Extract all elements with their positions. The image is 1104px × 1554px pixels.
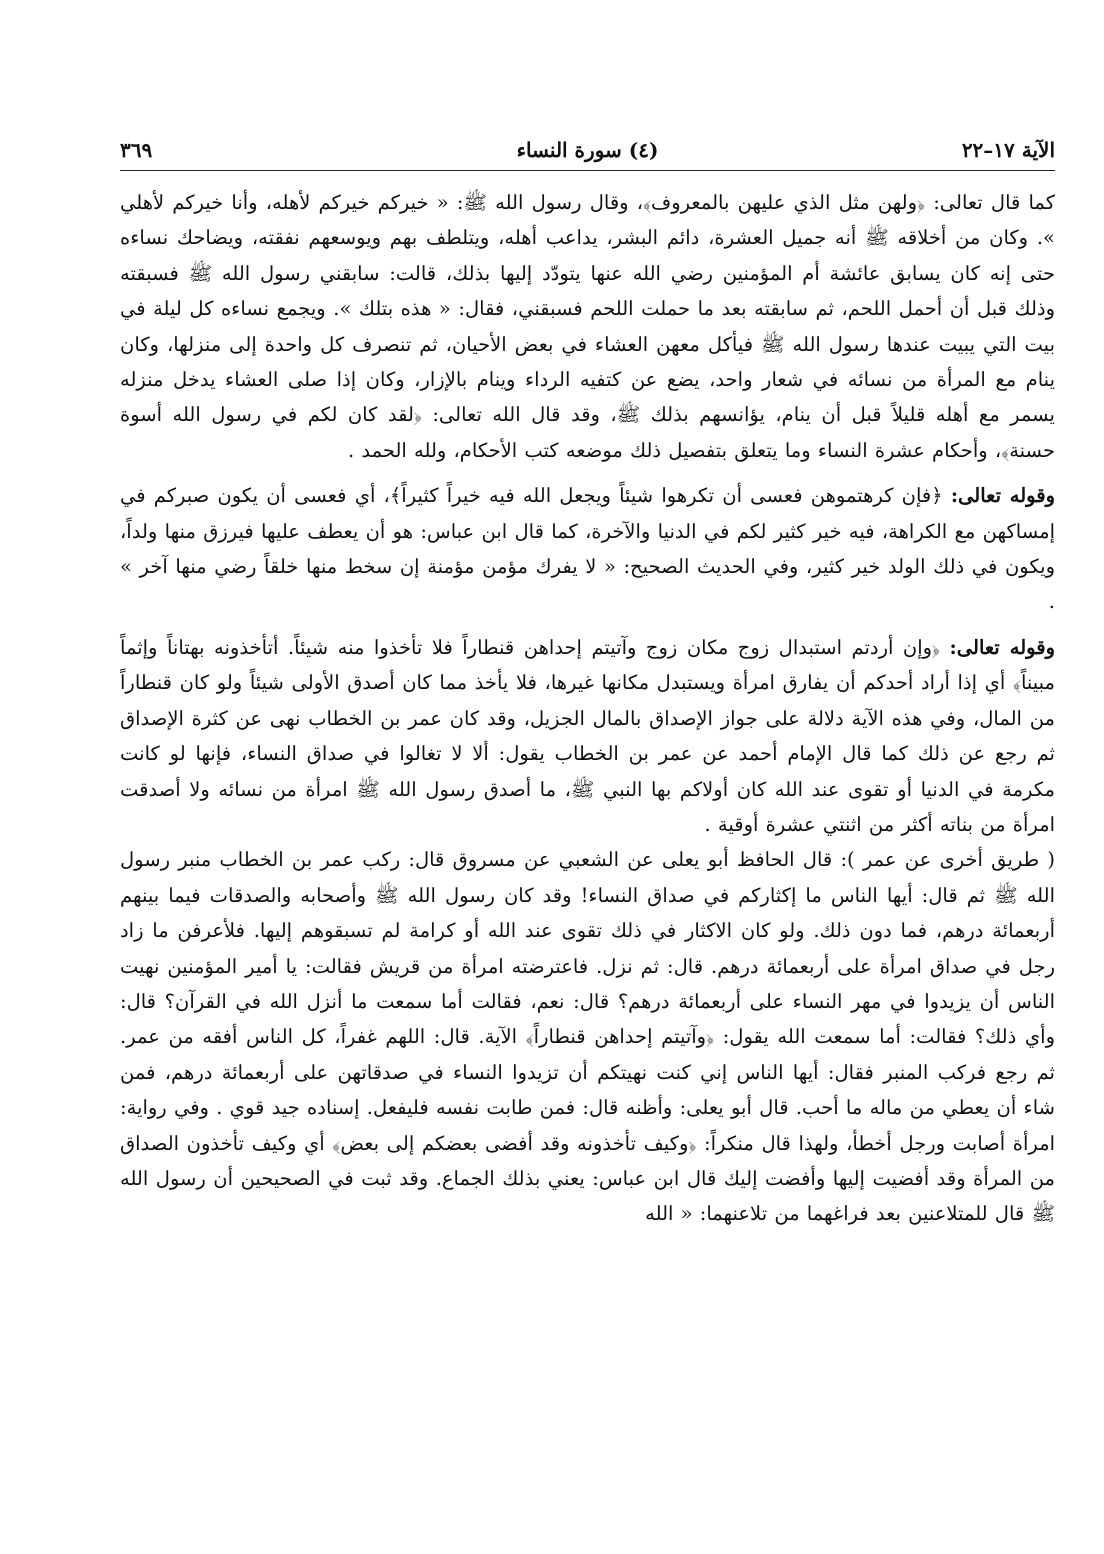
- paragraph-1: [120, 185, 1055, 468]
- paragraph-2-lead: وقوله تعالى:: [950, 484, 1055, 508]
- paragraph-2: [120, 478, 1055, 620]
- page-header: [120, 130, 1055, 171]
- paragraph-3-text: ﴿وإن أردتم استبدال زوج مكان زوج وآتيتم إحداهن قنطاراً فلا تأخذوا منه شيئاً. أتأخذونه بهتاناً وإثماً مبيناً﴾ أي إذا أراد أحدكم أن يفارق امرأة ويستبدل مكانها غيرها، فلا يأخذ مما كان أصدق الأولى شيئاً ولو كان قنطاراً من المال، وفي هذه الآية دلالة على جواز الإصداق بالمال الجزيل، وقد كان عمر بن الخطاب نهى عن كثرة الإصداق ثم رجع عن ذلك كما قال الإمام أحمد عن عمر بن الخطاب يقول: ألا لا تغالوا في صداق النساء، فإنها لو كانت مكرمة في الدنيا أو تقوى عند الله كان أولاكم بها النبي ﷺ، ما أصدق رسول الله ﷺ امرأة من نسائه ولا أصدقت امرأة من بناته أكثر من اثنتي عشرة أوقية .: [120, 635, 1055, 836]
- page-number: ٣٦٩: [120, 138, 153, 162]
- verse-range: الآية ١٧–٢٢: [961, 138, 1055, 162]
- book-page: [120, 130, 1055, 1232]
- paragraph-3-lead: وقوله تعالى:: [949, 635, 1055, 659]
- paragraph-4: [120, 842, 1055, 1231]
- surah-title: (٤) سورة النساء: [516, 138, 659, 162]
- paragraph-1-text: كما قال تعالى: ﴿ولهن مثل الذي عليهن بالمعروف﴾، وقال رسول الله ﷺ: « خيركم خيركم لأهله، وأنا خيركم لأهلي ». وكان من أخلاقه ﷺ أنه جميل العشرة، دائم البشر، يداعب أهله، ويتلطف بهم ويوسعهم نفقته، ويضاحك نساءه حتى إنه كان يسابق عائشة أم المؤمنين رضي الله عنها يتودّد إليها بذلك، قالت: سابقني رسول الله ﷺ فسبقته وذلك قبل أن أحمل اللحم، ثم سابقته بعد ما حملت اللحم فسبقني، فقال: « هذه بتلك ». ويجمع نساءه كل ليلة في بيت التي يبيت عندها رسول الله ﷺ فيأكل معهن العشاء في بعض الأحيان، ثم تنصرف كل واحدة إلى منزلها، وكان ينام مع المرأة من نسائه في شعار واحد، يضع عن كتفيه الرداء وينام بالإزار، وكان إذا صلى العشاء يدخل منزله يسمر مع أهله قليلاً قبل أن ينام، يؤانسهم بذلك ﷺ، وقد قال الله تعالى: ﴿لقد كان لكم في رسول الله أسوة حسنة﴾، وأحكام عشرة النساء وما يتعلق بتفصيل ذلك موضعه كتب الأحكام، ولله الحمد .: [120, 191, 1055, 462]
- page-body: [120, 185, 1055, 1232]
- paragraph-4-text: ( طريق أخرى عن عمر ): قال الحافظ أبو يعلى عن الشعبي عن مسروق قال: ركب عمر بن الخطاب منبر رسول الله ﷺ ثم قال: أيها الناس ما إكثاركم في صداق النساء! وقد كان رسول الله ﷺ وأصحابه والصدقات فيما بينهم أربعمائة درهم، فما دون ذلك. ولو كان الاكثار في ذلك تقوى عند الله أو كرامة لم تسبقوهم إليها. فلأعرفن ما زاد رجل في صداق امرأة على أربعمائة درهم. قال: ثم نزل. فاعترضته امرأة من قريش فقالت: يا أمير المؤمنين نهيت الناس أن يزيدوا في مهر النساء على أربعمائة درهم؟ قال: نعم، فقالت أما سمعت ما أنزل الله في القرآن؟ قال: وأي ذلك؟ فقالت: أما سمعت الله يقول: ﴿وآتيتم إحداهن قنطاراً﴾ الآية. قال: اللهم غفراً، كل الناس أفقه من عمر. ثم رجع فركب المنبر فقال: أيها الناس إني كنت نهيتكم أن تزيدوا النساء في صدقاتهن على أربعمائة درهم، فمن شاء أن يعطي من ماله ما أحب. قال أبو يعلى: وأظنه قال: فمن طابت نفسه فليفعل. إسناده جيد قوي . وفي رواية: امرأة أصابت ورجل أخطأ، ولهذا قال منكراً: ﴿وكيف تأخذونه وقد أفضى بعضكم إلى بعض﴾ أي وكيف تأخذون الصداق من المرأة وقد أفضيت إليها وأفضت إليك قال ابن عباس: يعني بذلك الجماع. وقد ثبت في الصحيحين أن رسول الله ﷺ قال للمتلاعنين بعد فراغهما من تلاعنهما: « الله: [120, 848, 1055, 1226]
- paragraph-3: [120, 630, 1055, 842]
- paragraph-2-text: ﴿فإن كرهتموهن فعسى أن تكرهوا شيئاً ويجعل الله فيه خيراً كثيراً﴾، أي فعسى أن يكون صبركم في إمساكهن مع الكراهة، فيه خير كثير لكم في الدنيا والآخرة، كما قال ابن عباس: هو أن يعطف عليها فيرزق منها ولداً، ويكون في ذلك الولد خير كثير، وفي الحديث الصحيح: « لا يفرك مؤمن مؤمنة إن سخط منها خلقاً رضي منها آخر » .: [120, 484, 1055, 614]
